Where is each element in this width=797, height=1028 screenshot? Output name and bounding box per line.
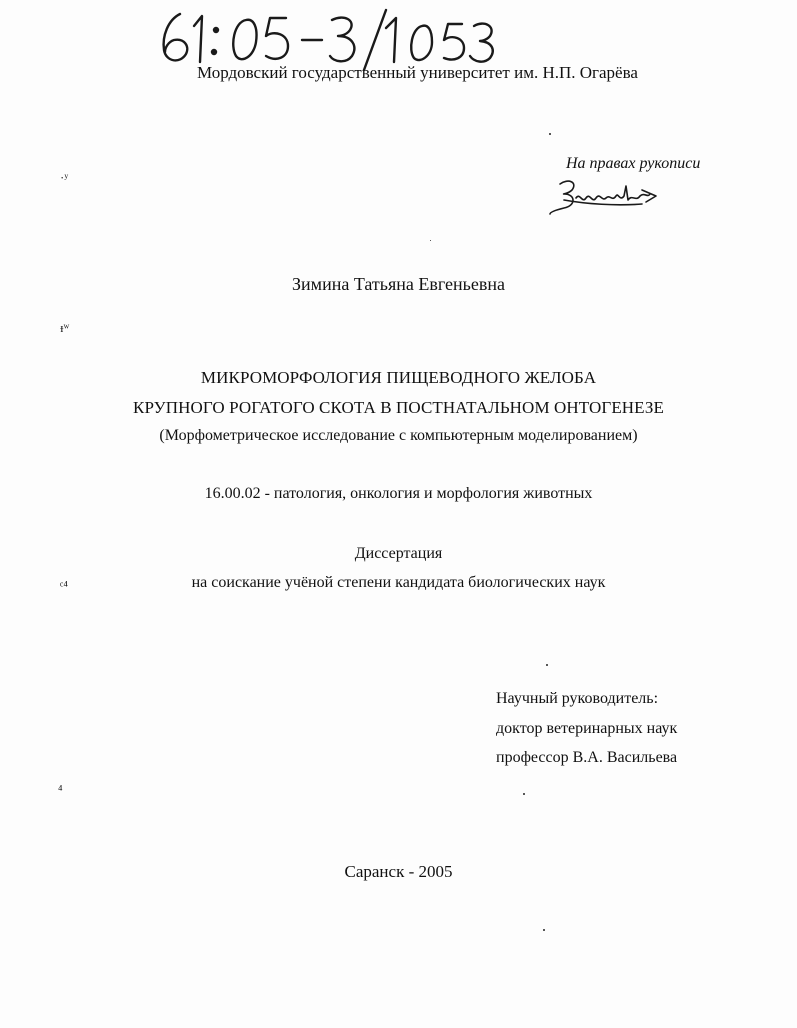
scan-speck — [549, 133, 551, 135]
dissertation-subtitle: (Морфометрическое исследование с компьютерным моделированием) — [159, 427, 638, 444]
scan-speck — [430, 240, 431, 241]
scan-mark: ᵻʷ — [60, 320, 70, 335]
degree-sought: на соискание учёной степени кандидата биологических наук — [191, 574, 606, 591]
scan-mark: ᶜ⁴ — [60, 578, 68, 593]
author-signature — [546, 176, 666, 218]
scan-speck — [543, 929, 545, 931]
manuscript-rights-note: На правах рукописи — [566, 155, 701, 172]
university-name: Мордовский государственный университет им. Н.П. Огарёва — [197, 63, 638, 82]
specialty-code: 16.00.02 - патология, онкология и морфология животных — [204, 485, 593, 502]
work-type: Диссертация — [354, 545, 443, 562]
scan-speck — [523, 793, 525, 795]
city-year: Саранск - 2005 — [344, 862, 453, 881]
scan-mark: ⁴ — [58, 782, 63, 797]
scan-speck — [546, 664, 548, 666]
dissertation-title-line-1: МИКРОМОРФОЛОГИЯ ПИЩЕВОДНОГО ЖЕЛОБА — [200, 368, 597, 387]
scan-mark: ·ʸ — [60, 170, 69, 185]
dissertation-title-line-2: КРУПНОГО РОГАТОГО СКОТА В ПОСТНАТАЛЬНОМ ОНТОГЕНЕЗЕ — [133, 398, 664, 417]
supervisor-name: профессор В.А. Васильева — [496, 749, 678, 766]
author-name: Зимина Татьяна Евгеньевна — [292, 274, 505, 294]
supervisor-heading: Научный руководитель: — [496, 690, 659, 707]
supervisor-degree: доктор ветеринарных наук — [496, 720, 678, 737]
